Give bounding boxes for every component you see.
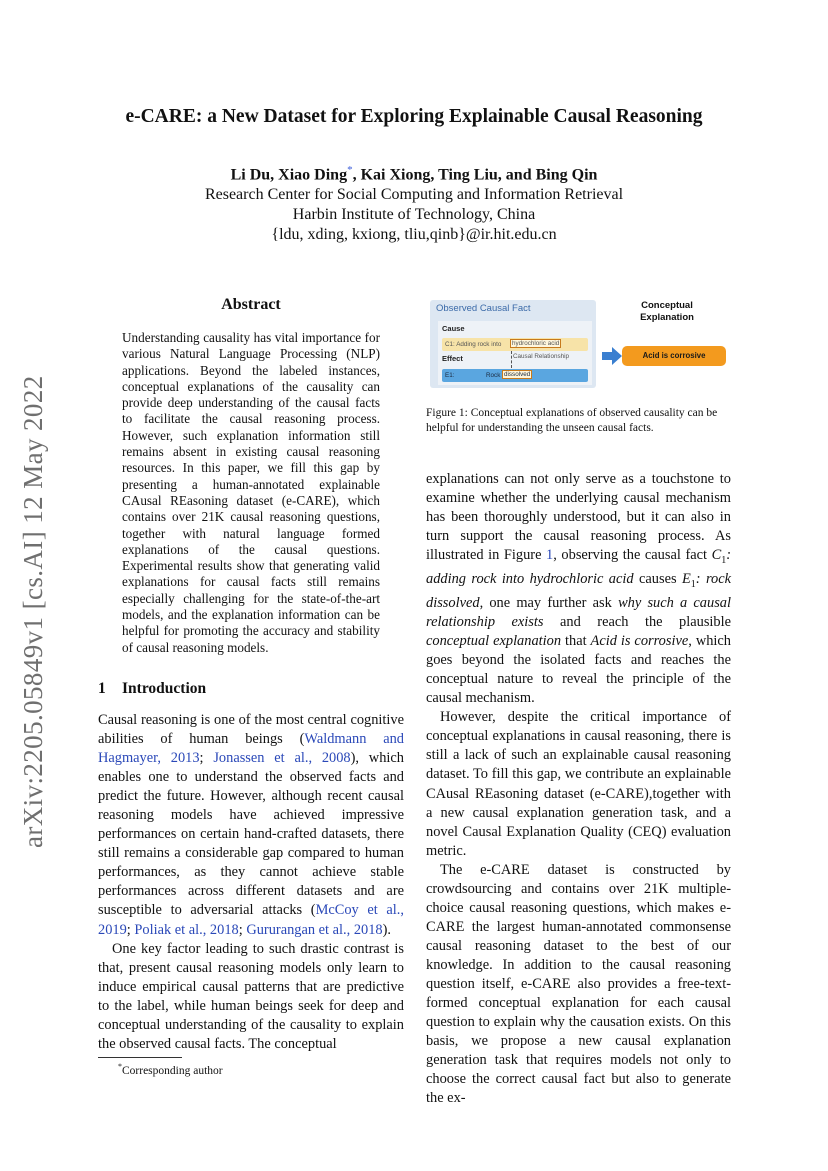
text-run: and reach the plausible bbox=[543, 614, 732, 631]
corresponding-marker[interactable]: * bbox=[347, 164, 353, 176]
c1-symbol bbox=[711, 547, 727, 567]
text-run: ). bbox=[382, 921, 391, 938]
text-run-italic: why such a causal relationship exists bbox=[426, 595, 731, 631]
math-sub: 1 bbox=[721, 555, 727, 567]
e1-text: Rock bbox=[486, 372, 501, 379]
text-run-italic: : adding rock into hydrochloric acid bbox=[426, 547, 731, 588]
footnote-marker: * bbox=[118, 1062, 122, 1071]
affiliation-line-2: Harbin Institute of Technology, China bbox=[292, 206, 536, 224]
text-run: ; bbox=[126, 921, 135, 938]
cause-label: Cause bbox=[442, 324, 465, 333]
text-run: ; bbox=[199, 750, 214, 767]
author-block bbox=[0, 160, 828, 245]
citation-link[interactable]: Jonassen et al., 2008 bbox=[213, 750, 351, 767]
citation-link[interactable]: Poliak et al., 2018 bbox=[134, 921, 239, 938]
observed-causal-fact-panel bbox=[430, 300, 596, 388]
citation-link[interactable]: Waldmann and Hagmayer, 2013 bbox=[98, 731, 404, 767]
text-run: Causal reasoning is one of the most central cognitive abilities of human beings ( bbox=[98, 712, 404, 748]
footnote-rule bbox=[98, 1057, 182, 1058]
section-heading-introduction bbox=[98, 680, 404, 698]
text-run: that bbox=[561, 633, 591, 650]
left-column-body bbox=[98, 711, 404, 1054]
math-var: E bbox=[681, 571, 691, 588]
cause-row bbox=[442, 338, 588, 351]
effect-row bbox=[442, 369, 588, 382]
footnote-text: Corresponding author bbox=[122, 1064, 223, 1077]
citation-link[interactable]: McCoy et al., 2019 bbox=[98, 902, 404, 938]
abstract-heading: Abstract bbox=[221, 296, 281, 313]
arrow-right-icon bbox=[602, 347, 622, 365]
figure-1 bbox=[426, 296, 731, 396]
relation-label: Causal Relationship bbox=[513, 353, 570, 360]
text-run: ; bbox=[238, 921, 247, 938]
concept-title: Conceptual Explanation bbox=[640, 300, 694, 323]
paper-title: e-CARE: a New Dataset for Exploring Explainable Causal Reasoning bbox=[125, 106, 703, 127]
author-names-a: Li Du, Xiao Ding bbox=[230, 166, 348, 184]
right-column-body bbox=[426, 470, 731, 1108]
math-var: C bbox=[711, 547, 722, 564]
panel-title: Observed Causal Fact bbox=[436, 303, 531, 314]
section-number: 1 bbox=[98, 680, 106, 697]
concept-box: Acid is corrosive bbox=[622, 346, 726, 366]
intro-paragraph-1 bbox=[98, 711, 404, 940]
text-run: causes bbox=[633, 571, 682, 588]
text-run: , observing the causal fact bbox=[553, 547, 712, 564]
text-run: , one may further ask bbox=[479, 595, 619, 612]
e1-symbol bbox=[681, 571, 696, 590]
text-run: ), which enables one to understand the observed facts and predict the future. However, although recent causal reasoning models have achieved impressive performances on certain hand-crafted datasets, there still remains a considerable gap compared to human performances, as they cannot achieve stable performances across different datasets and are susceptible to adversarial attacks ( bbox=[98, 750, 404, 919]
text-run-italic: conceptual explanation bbox=[426, 633, 562, 650]
arxiv-identifier: arXiv:2205.05849v1 [cs.AI] 12 May 2022 bbox=[18, 375, 48, 848]
panel-inner bbox=[438, 321, 592, 385]
relation-dash bbox=[511, 351, 512, 368]
e1-prefix: E1: bbox=[445, 372, 455, 379]
footnote bbox=[118, 1062, 223, 1077]
c1-highlight: hydrochloric acid bbox=[512, 340, 560, 347]
right-paragraph-3: The e-CARE dataset is constructed by crowdsourcing and contains over 21K multiple-choice causal reasoning questions, which makes e-CARE the largest human-annotated commonsense causal reasoning dataset to the best of our knowledge. In addition to the causal reasoning question itself, e-CARE also provides a free-text-formed conceptual explanation for each causal question to explain why the causation exists. On this basis, we propose a new causal explanation generation task that requires models not only to choose the correct causal fact but also to generate the ex- bbox=[426, 861, 731, 1107]
text-run: explanations can not only serve as a touchstone to examine whether the underlying causal mechanism has been thoroughly understood, but it can also in turn support the causal reasoning process. As illustrated in Figure bbox=[426, 471, 731, 564]
text-run-italic: Acid is corrosive bbox=[590, 633, 689, 650]
figure-caption: Figure 1: Conceptual explanations of observed causality can be helpful for understanding the unseen causal facts. bbox=[426, 407, 718, 434]
author-names bbox=[0, 160, 828, 185]
author-names-b: , Kai Xiong, Ting Liu, and Bing Qin bbox=[352, 166, 598, 184]
text-run: , which goes beyond the isolated facts and reaches the conceptual nature to reveal the principle of the causal mechanism. bbox=[426, 633, 731, 707]
effect-label: Effect bbox=[442, 354, 463, 363]
section-title: Introduction bbox=[122, 680, 207, 697]
abstract-text: Understanding causality has vital importance for various Natural Language Processing (NLP) applications. Beyond the labeled instances, conceptual explanations of the causality can provide deep understanding of the causal facts to facilitate the causal reasoning process. However, such explanation information still remains absent in existing causal reasoning resources. In this paper, we fill this gap by presenting a human-annotated explainable CAusal REasoning dataset (e-CARE), which contains over 21K causal reasoning questions, together with natural language formed explanations of the causal questions. Experimental results show that generating valid explanations for causal facts still remains especially challenging for the state-of-the-art models, and the explanation information can be helpful for promoting the accuracy and stability of causal reasoning models. bbox=[122, 330, 380, 655]
c1-prefix: C1: Adding rock into bbox=[445, 341, 502, 348]
intro-paragraph-2: One key factor leading to such drastic contrast is that, present causal reasoning models only learn to induce empirical causal patterns that are predictive to the label, while human beings seek for deep and conceptual understanding of the causality to explain the observed causal facts. The conceptual bbox=[98, 940, 404, 1052]
affiliation-line-1: Research Center for Social Computing and Information Retrieval bbox=[204, 186, 624, 204]
text-run-italic: : rock dissolved bbox=[426, 571, 731, 612]
math-sub: 1 bbox=[690, 578, 696, 590]
citation-link[interactable]: Gururangan et al., 2018 bbox=[246, 921, 383, 938]
author-emails: {ldu, xding, kxiong, tliu,qinb}@ir.hit.edu.cn bbox=[271, 226, 557, 244]
right-paragraph-2: However, despite the critical importance of conceptual explanations in causal reasoning, there is still a lack of such an explainable causal reasoning dataset. To fill this gap, we contribute an explainable CAusal REasoning dataset (e-CARE),together with a new causal explanation generation task, and a novel Causal Explanation Quality (CEQ) evaluation metric. bbox=[426, 709, 731, 859]
right-paragraph-1 bbox=[426, 470, 731, 708]
e1-highlight: dissolved bbox=[504, 371, 531, 378]
figure-reference-link[interactable]: 1 bbox=[546, 547, 554, 564]
